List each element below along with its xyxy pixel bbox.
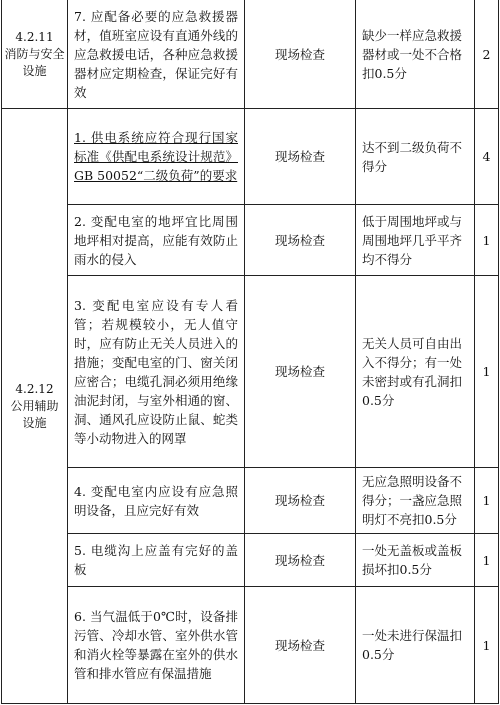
requirement-cell (68, 109, 245, 205)
table-row (2, 276, 499, 468)
criteria-cell: 低于周围地坪或与周围地坪几乎平齐均不得分 (356, 205, 475, 276)
category-cell (2, 109, 68, 704)
category-cell (2, 0, 68, 109)
requirement-cell (68, 468, 245, 534)
requirement-cell (68, 0, 245, 109)
category-name: 公用辅助设施 (10, 398, 59, 430)
method-cell: 现场检查 (245, 468, 356, 534)
criteria-cell: 达不到二级负荷不得分 (356, 109, 475, 205)
score-cell: 1 (475, 205, 499, 276)
requirement-cell (68, 276, 245, 468)
method-cell: 现场检查 (245, 534, 356, 587)
inspection-table (1, 0, 499, 704)
criteria-cell: 一处未进行保温扣0.5分 (356, 587, 475, 704)
requirement-cell (68, 205, 245, 276)
score-cell: 1 (475, 534, 499, 587)
requirement-cell (68, 534, 245, 587)
method-cell: 现场检查 (245, 0, 356, 109)
method-cell: 现场检查 (245, 276, 356, 468)
criteria-cell: 一处无盖板或盖板损坏扣0.5分 (356, 534, 475, 587)
score-cell: 2 (475, 0, 499, 109)
table-row (2, 587, 499, 704)
criteria-cell: 缺少一样应急救援器材或一处不合格扣0.5分 (356, 0, 475, 109)
requirement-cell (68, 587, 245, 704)
criteria-cell: 无关人员可自由出入不得分；有一处未密封或有孔洞扣0.5分 (356, 276, 475, 468)
table-row (2, 534, 499, 587)
method-cell: 现场检查 (245, 205, 356, 276)
category-name: 消防与安全设施 (4, 46, 65, 78)
score-cell: 1 (475, 587, 499, 704)
requirement-text: 1. 供电系统应符合现行国家标准《供配电系统设计规范》GB 50052“二级负荷”的要求 (74, 130, 238, 183)
table-row (2, 468, 499, 534)
score-cell: 1 (475, 276, 499, 468)
method-cell: 现场检查 (245, 587, 356, 704)
category-code: 4.2.11 (15, 29, 54, 44)
score-cell: 1 (475, 468, 499, 534)
method-cell: 现场检查 (245, 109, 356, 205)
table-row (2, 109, 499, 205)
requirement-text: 7. 应配备必要的应急救援器材，值班室应设有直通外线的应急救援电话，各种应急救援器材应定期检查，保证完好有效 (74, 8, 238, 100)
requirement-text: 3. 变配电室应设有专人看管；若规模较小，无人值守时，应有防止无关人员进入的措施；变配电室的门、窗关闭应密合；电缆孔洞必须用绝缘油泥封闭，与室外相通的窗、洞、通风孔应设防止鼠、蛇类等小动物进入的网罩 (74, 297, 238, 446)
table-row (2, 0, 499, 109)
category-code: 4.2.12 (15, 381, 54, 396)
table-row (2, 205, 499, 276)
requirement-text: 5. 电缆沟上应盖有完好的盖板 (74, 543, 238, 577)
requirement-text: 4. 变配电室内应设有应急照明设备，且应完好有效 (74, 483, 238, 518)
criteria-cell: 无应急照明设备不得分；一盏应急照明灯不亮扣0.5分 (356, 468, 475, 534)
requirement-text: 6. 当气温低于0℃时，设备排污管、冷却水管、室外供水管和消火栓等暴露在室外的供水管和排水管应有保温措施 (74, 609, 238, 681)
requirement-text: 2. 变配电室的地坪宜比周围地坪相对提高，应能有效防止雨水的侵入 (74, 213, 238, 267)
score-cell: 4 (475, 109, 499, 205)
